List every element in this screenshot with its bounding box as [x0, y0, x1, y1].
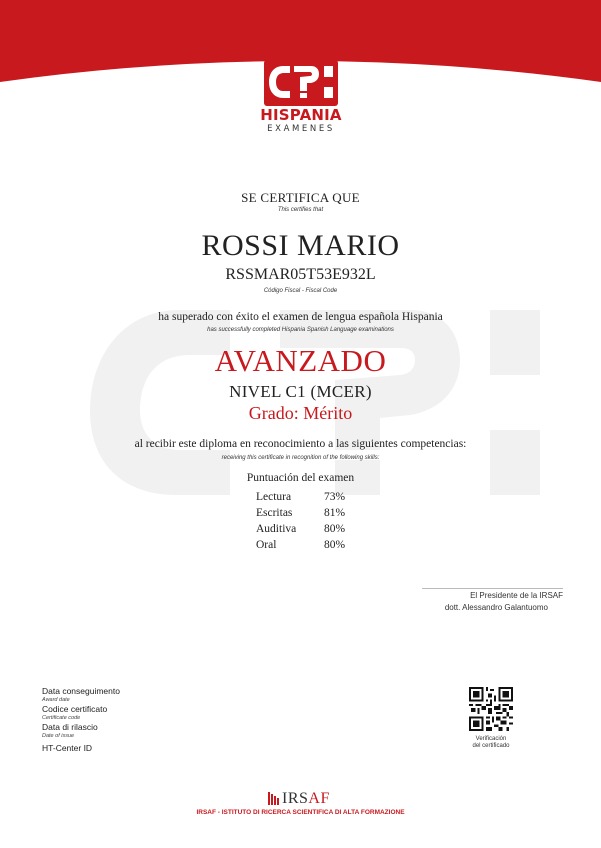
- qr-label-line1: Verificación: [475, 736, 507, 742]
- certificate-info: [42, 686, 242, 753]
- score-row: [256, 491, 386, 507]
- fiscal-code: RSSMAR05T53E932L: [225, 266, 376, 283]
- score-skill: Lectura: [256, 491, 292, 503]
- score-value: 81%: [324, 507, 346, 519]
- passed-text: ha superado con éxito el examen de lengua española Hispania: [158, 311, 443, 323]
- passed-text-en: has successfully completed Hispania Spanish Language examinations: [207, 327, 394, 333]
- score-row: [256, 507, 386, 523]
- signature-line: [422, 588, 563, 589]
- skills-text-en: receiving this certificate in recognition of the following skills:: [221, 455, 380, 461]
- grade: Grado: Mérito: [248, 403, 353, 423]
- skills-text: al recibir este diploma en reconocimiento a las siguientes competencias:: [134, 438, 467, 450]
- qr-code-icon[interactable]: [469, 687, 513, 731]
- qr-verification-label: [461, 736, 521, 750]
- score-skill: Oral: [256, 539, 277, 551]
- score-skill: Escritas: [256, 507, 293, 519]
- logo-subtitle: EXAMENES: [267, 124, 335, 134]
- certificate-code-label-en: Certificate code: [42, 715, 81, 721]
- institute-name: IRSAF - ISTITUTO DI RICERCA SCIENTIFICA DI ALTA FORMAZIONE: [196, 809, 405, 816]
- certificate-code-label: Codice certificato: [42, 704, 108, 714]
- fiscal-code-label: Código Fiscal - Fiscal Code: [263, 288, 338, 294]
- level-cefr: NIVEL C1 (MCER): [229, 382, 372, 401]
- score-skill: Auditiva: [256, 523, 297, 535]
- signature-name: dott. Alessandro Galantuomo: [444, 603, 548, 612]
- recipient-name: ROSSI MARIO: [201, 229, 400, 262]
- signature-title: El Presidente de la IRSAF: [470, 591, 563, 600]
- irsaf-logo-icon: [268, 792, 280, 805]
- certificate-header-en: This certifies that: [277, 207, 324, 213]
- score-table: [256, 491, 386, 555]
- score-row: [256, 539, 386, 555]
- score-row: [256, 523, 386, 539]
- qr-label-line2: del certificado: [472, 743, 510, 749]
- issue-date-label-en: Date of issue: [42, 733, 75, 739]
- award-date-label-en: Award date: [42, 697, 70, 703]
- hispania-logo-icon: [264, 60, 338, 106]
- logo-title: HISPANIA: [260, 106, 342, 124]
- score-title: Puntuación del examen: [246, 472, 355, 484]
- irsaf-wordmark: [282, 790, 330, 808]
- score-value: 80%: [324, 539, 346, 551]
- issue-date-label: Data di rilascio: [42, 722, 98, 732]
- hispania-logo: [258, 60, 344, 142]
- score-value: 80%: [324, 523, 346, 535]
- irsaf-prefix: IRS: [282, 790, 309, 807]
- level-title: AVANZADO: [214, 343, 387, 378]
- certificate-header: SE CERTIFICA QUE: [241, 190, 360, 205]
- score-value: 73%: [324, 491, 346, 503]
- irsaf-suffix: AF: [308, 790, 330, 807]
- award-date-label: Data conseguimento: [42, 686, 120, 696]
- center-id-label: HT-Center ID: [42, 743, 93, 753]
